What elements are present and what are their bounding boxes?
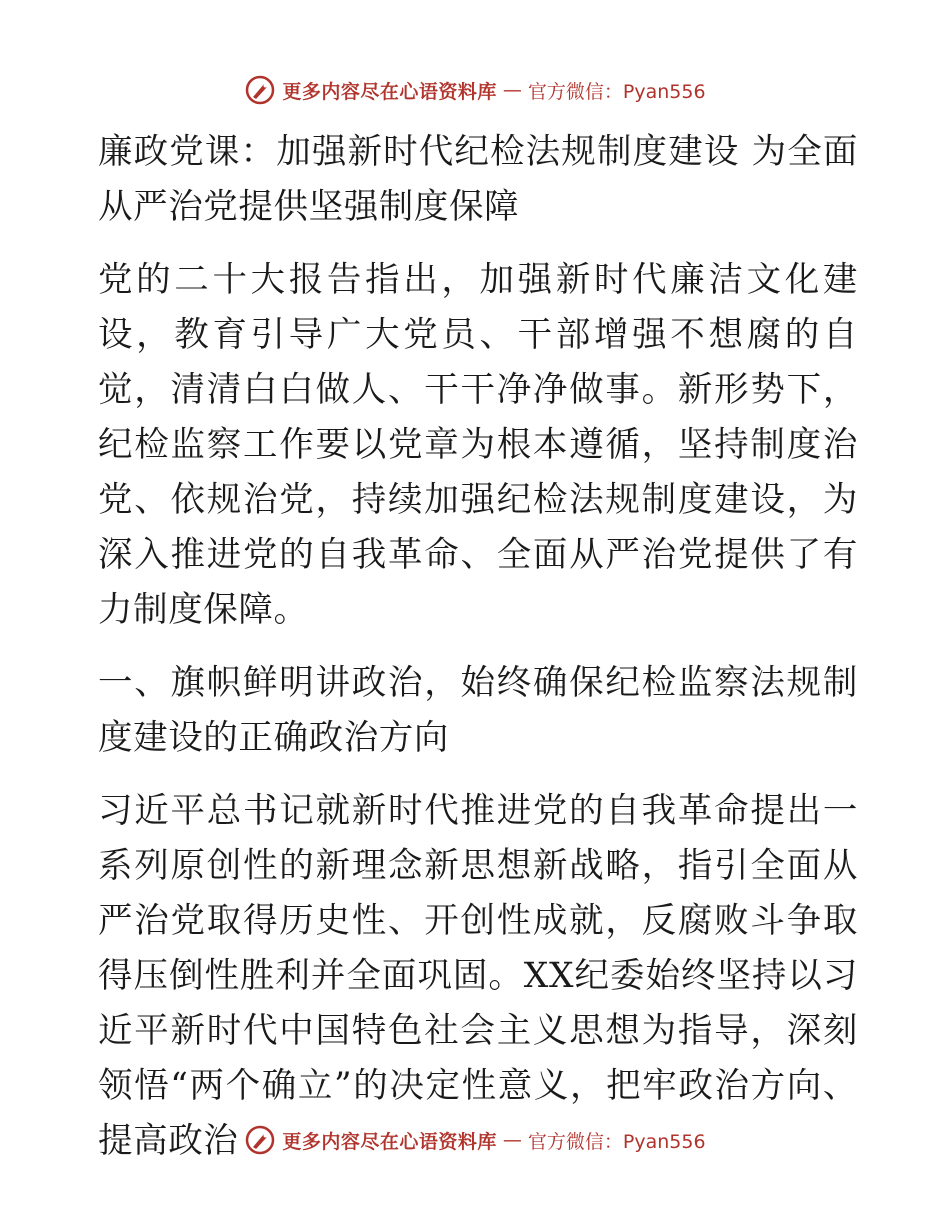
document-title: 廉政党课：加强新时代纪检法规制度建设 为全面从严治党提供坚强制度保障 [98,132,858,227]
document-body [98,125,858,1187]
pen-nib-logo-icon [244,74,276,106]
pen-nib-logo-icon [244,1124,276,1156]
section-paragraph: 习近平总书记就新时代推进党的自我革命提出一系列原创性的新理念新思想新战略，指引全面从严治党取得历史性、开创性成就，反腐败斗争取得压倒性胜利并全面巩固。XX纪委始终坚持以习近平新时代中国特色社会主义思想为指导，深刻领悟“两个确立”的决定性意义，把牢政治方向、提高政治 [98,791,858,1161]
watermark-wechat-text: 官方微信：Pyan556 [527,1130,706,1153]
watermark-separator: — [502,1129,522,1151]
watermark-banner-bottom [0,1124,950,1156]
watermark-wechat-text: 官方微信：Pyan556 [527,80,706,103]
watermark-separator: — [502,79,522,101]
watermark-brand-text: 更多内容尽在心语资料库 [282,1130,497,1153]
watermark-brand-text: 更多内容尽在心语资料库 [282,80,497,103]
intro-paragraph: 党的二十大报告指出，加强新时代廉洁文化建设，教育引导广大党员、干部增强不想腐的自觉，清清白白做人、干干净净做事。新形势下，纪检监察工作要以党章为根本遵循，坚持制度治党、依规治党，持续加强纪检法规制度建设，为深入推进党的自我革命、全面从严治党提供了有力制度保障。 [98,260,858,630]
watermark-banner-top [0,74,950,106]
section-heading: 一、旗帜鲜明讲政治，始终确保纪检监察法规制度建设的正确政治方向 [98,663,858,758]
